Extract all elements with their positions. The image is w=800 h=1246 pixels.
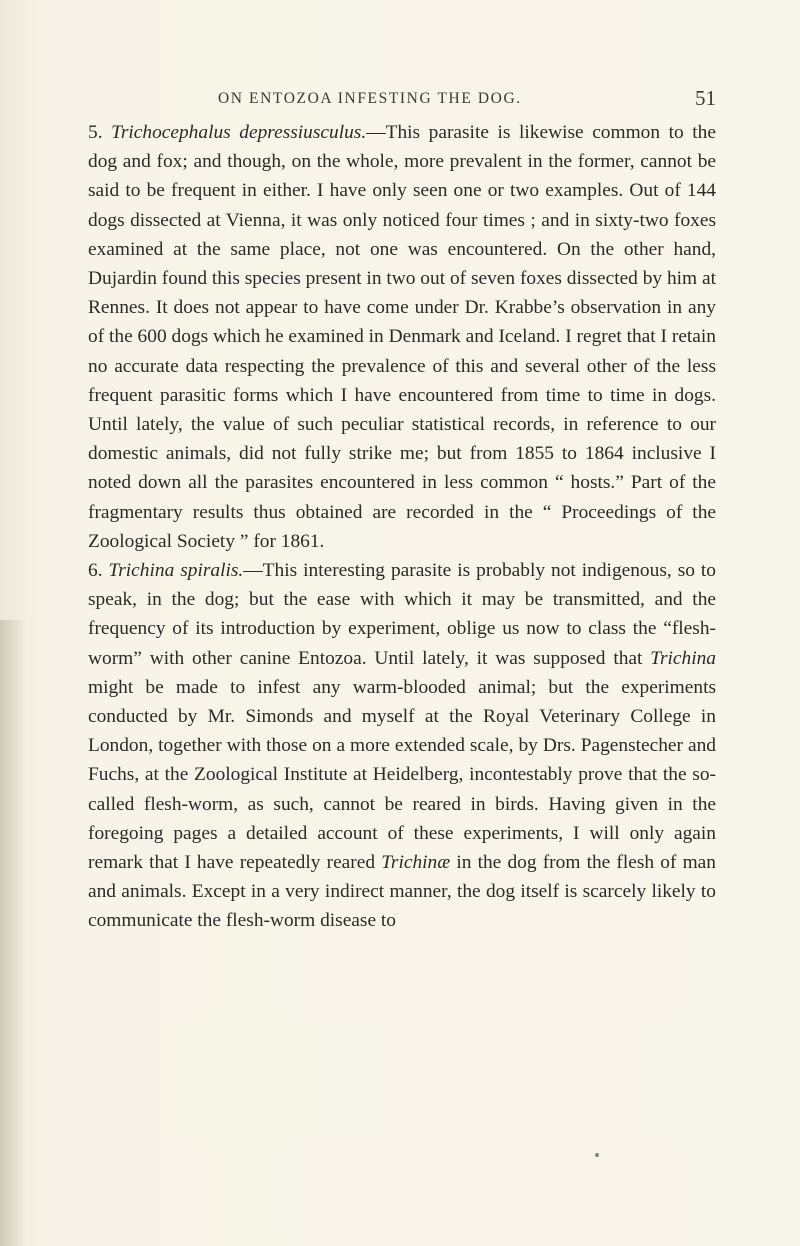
page-edge-shadow <box>0 620 26 1246</box>
paragraph-text: —This parasite is likewise common to the dog and fox; and though, on the whole, more prevalent in the former, cannot be said to be frequent in either. I have only seen one or two examples. Out of 144 dogs dissected at Vienna, it was only noticed four times ; and in sixty-two foxes examined at the same place, not one was encountered. On the other hand, Dujardin found this species present in two out of seven foxes dissected by him at Rennes. It does not appear to have come under Dr. Krabbe’s observation in any of the 600 dogs which he examined in Denmark and Iceland. I regret that I retain no accurate data respecting the prevalence of this and several other of the less frequent parasitic forms which I have encountered from time to time in dogs. Until lately, the value of such peculiar statistical records, in reference to our domestic animals, did not fully strike me; but from 1855 to 1864 inclusive I noted down all the parasites encountered in less common “ hosts.” Part of the fragmentary results thus obtained are recorded in the “ Proceedings of the Zoological Society ” for 1861. <box>88 122 716 552</box>
paragraph-number: 5. <box>88 122 103 143</box>
page-header <box>88 86 716 116</box>
italic-term: Trichina <box>650 647 716 669</box>
paragraph-trichocephalus <box>88 118 716 556</box>
paragraph-text: —This interesting parasite is probably not indigenous, so to speak, in the dog; but the ease with which it may be transmitted, and the frequency of its introduction by experiment, oblige us now to class the “flesh-worm” with other canine Entozoa. Until lately, it was supposed that <box>88 560 716 669</box>
page-number: 51 <box>695 86 716 110</box>
paragraph-text: might be made to infest any warm-blooded animal; but the experiments conducted by Mr. Simonds and myself at the Royal Veterinary College in London, together with those on a more extended scale, by Drs. Pagenstecher and Fuchs, at the Zoological Institute at Heidelberg, incontestably prove that the so-called flesh-worm, as such, cannot be reared in birds. Having given in the foregoing pages a detailed account of these experiments, I will only again remark that I have repeatedly reared <box>88 676 716 874</box>
running-title: ON ENTOZOA INFESTING THE DOG. <box>218 90 522 107</box>
paragraph-trichina <box>88 556 716 936</box>
italic-term: Trichinæ <box>381 852 451 874</box>
paragraph-text: in the dog from the flesh of man and animals. Except in a very indirect manner, the dog itself is scarcely likely to communicate the flesh-worm disease to <box>88 852 716 932</box>
body-text <box>88 118 716 936</box>
paragraph-number: 6. <box>88 560 103 582</box>
species-heading: Trichina spiralis. <box>108 560 244 582</box>
ink-speck <box>595 1153 599 1157</box>
species-heading: Trichocephalus depressiusculus. <box>111 122 367 143</box>
